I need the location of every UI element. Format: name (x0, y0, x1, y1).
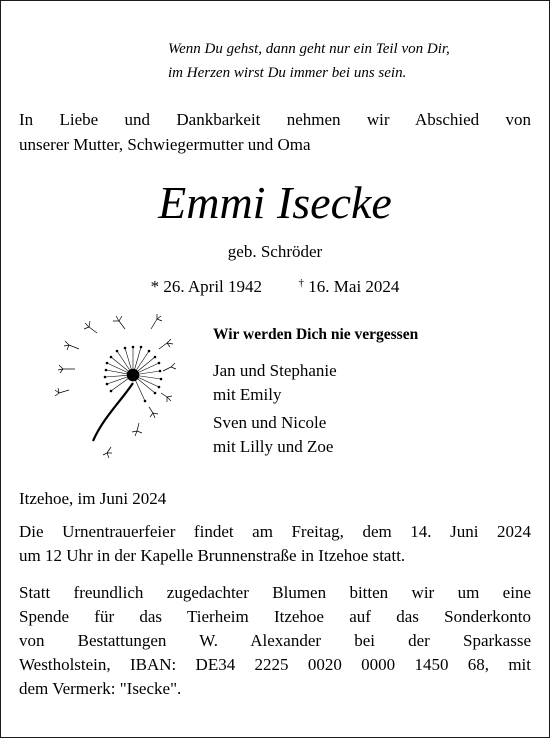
dandelion-icon (49, 313, 179, 463)
died-date: 16. Mai 2024 (308, 277, 400, 296)
quote-line-2: im Herzen wirst Du immer bei uns sein. (168, 65, 407, 81)
donation-line-1: Statt freundlich zugedachter Blumen bitten wir um eine (19, 583, 531, 602)
donation-line-5: dem Vermerk: "Isecke". (19, 679, 182, 698)
donation-line-2: Spende für das Tierheim Itzehoe auf das Sonderkonto (19, 607, 531, 626)
memorial-quote (168, 37, 538, 85)
family-group-1-line-1: Jan und Stephanie (213, 361, 337, 380)
family-group (213, 359, 533, 407)
deceased-name: Emmi Isecke (158, 177, 392, 228)
life-dates (1, 271, 549, 299)
family-heading: Wir werden Dich nie vergessen (213, 326, 419, 343)
died-symbol: † (298, 277, 305, 289)
donation-line-3: von Bestattungen W. Alexander bei der Sparkasse (19, 631, 531, 650)
family-signatures (213, 323, 533, 463)
donation-line-4: Westholstein, IBAN: DE34 2225 0020 0000 1450 68, mit (19, 655, 531, 674)
place-and-date: Itzehoe, im Juni 2024 (19, 489, 167, 508)
birth-name: geb. Schröder (227, 242, 323, 261)
intro-line-1: In Liebe und Dankbarkeit nehmen wir Abschied von (19, 110, 531, 129)
intro-line-2: unserer Mutter, Schwiegermutter und Oma (19, 135, 311, 154)
family-group-2-line-1: Sven und Nicole (213, 413, 327, 432)
funeral-line-1: Die Urnentrauerfeier findet am Freitag, dem 14. Juni 2024 (19, 522, 531, 541)
donation-info (19, 581, 531, 701)
family-group-1-line-2: mit Emily (213, 385, 282, 404)
born-symbol: * (150, 277, 160, 296)
funeral-line-2: um 12 Uhr in der Kapelle Brunnenstraße in Itzehoe statt. (19, 546, 406, 565)
intro-text (19, 107, 531, 157)
born-date: 26. April 1942 (163, 277, 263, 296)
family-group (213, 411, 533, 459)
quote-line-1: Wenn Du gehst, dann geht nur ein Teil von Dir, (168, 41, 450, 57)
family-group-2-line-2: mit Lilly und Zoe (213, 437, 334, 456)
funeral-info (19, 520, 531, 568)
